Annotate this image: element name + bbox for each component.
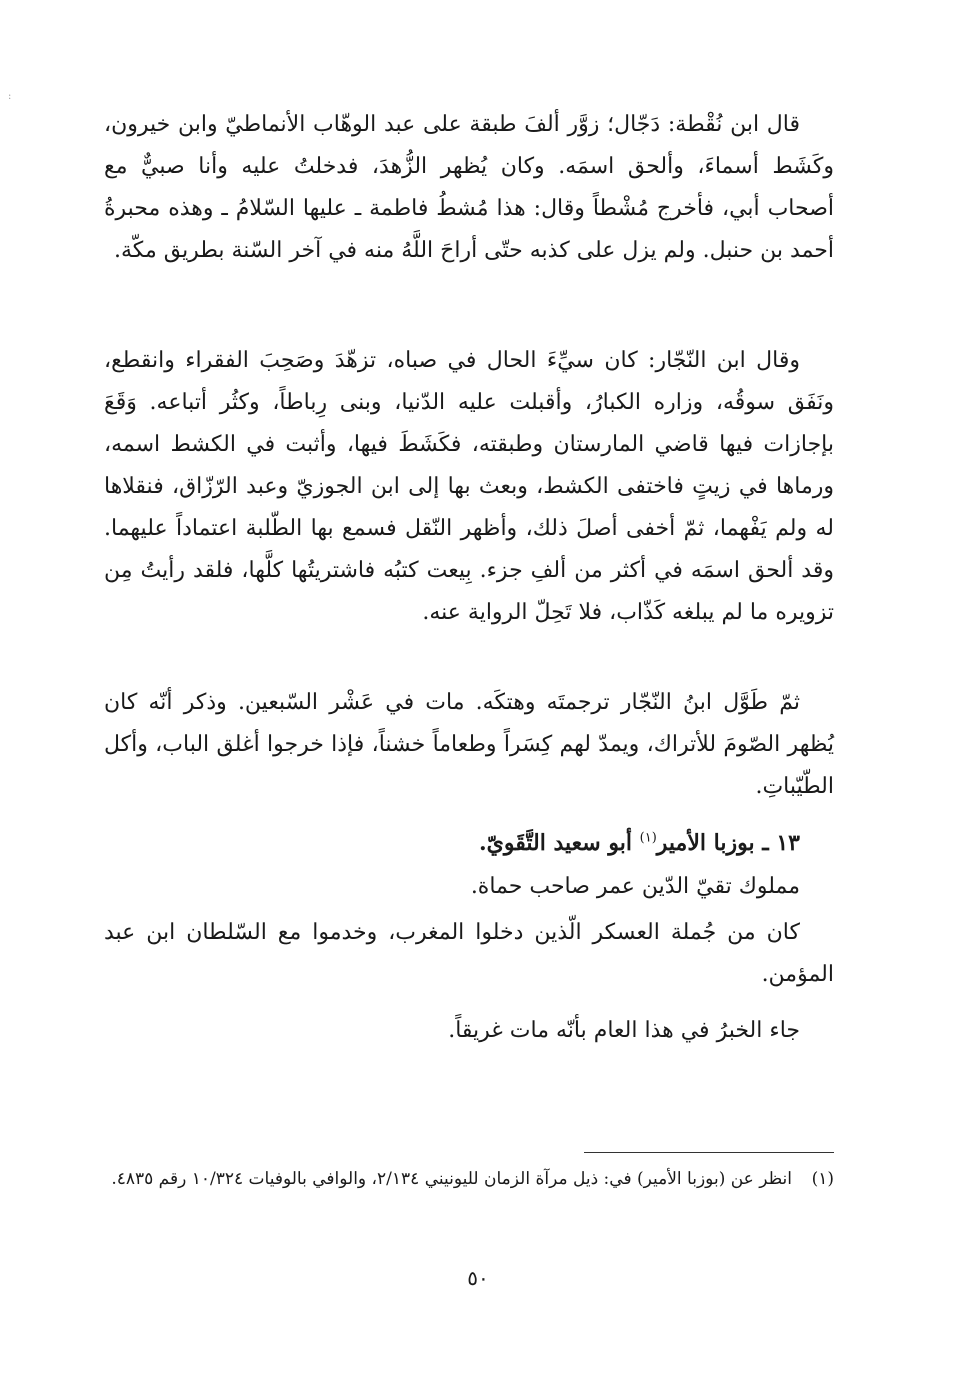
entry-closing-line: جاء الخبرُ في هذا العام بأنّه مات غريقاً. [448,1018,800,1043]
footnote-text: انظر عن (بوزبا الأمير) في: ذيل مرآة الزمان لليونيني ٢/١٣٤، والوافي بالوفيات ١٠/٣٢٤ رقم ٤٨٣٥. [111,1169,792,1189]
entry-heading [104,822,834,864]
paragraph-text: قال ابن نُقْطة: دَجّال؛ زوَّر ألفَ طبقة على عبد الوهّاب الأنماطيّ وابن خيرون، وكَشَط أسماءَ، وألحق اسمَه. وكان يُظهر الزُّهدَ، فدخلتُ عليه وأنا صبيٌّ مع أصحاب أبي، فأخرج مُشْطاً وقال: هذا مُشطُ فاطمة ـ عليها السّلامُ ـ وهذه محبرةُ أحمد بن حنبل. ولم يزل على كذبه حتّى أراحَ اللَّهُ منه في آخر السّنة بطريق مكّة. [104,112,834,263]
entry-body: كان من جُملة العسكر الّذين دخلوا المغرب، وخدموا مع السّلطان ابن عبد المؤمن. [104,920,834,987]
footnote-divider [584,1152,834,1153]
paragraph-ibn-najjar [104,340,834,634]
margin-mark: : [8,91,12,102]
entry-title-suffix: أبو سعيد التَّقَويّ. [478,830,640,856]
page-number: ٥٠ [467,1266,489,1290]
entry-subtitle: مملوك تقيّ الدّين عمر صاحب حماة. [470,874,800,899]
footnote-marker: (١) [811,1169,834,1189]
paragraph-ibn-nuqta [104,104,834,272]
footnote-reference: (١) [639,830,657,846]
paragraph-text: وقال ابن النّجّار: كان سيِّءَ الحال في صباه، تزهّدَ وصَحِبَ الفقراء وانقطع، ونَفَق سوقُه، وزاره الكبارُ، وأقبلت عليه الدّنيا، وبنى رِباطاً، وكثُر أتباعه. وَقَعَ بإجازات فيها قاضي المارستان وطبقته، فكَشَطَ فيها، وأثبت في الكشط اسمه، ورماها في زيتٍ فاختفى الكشط، وبعث بها إلى ابن الجوزيّ وعبد الرّزّاق، فنقلاها له ولم يَفْهما، ثمّ أخفى أصلَ ذلك، وأظهر النّقل فسمع بها الطّلبة اعتماداً عليهما. وقد ألحق اسمَه في أكثر من ألفِ جزء. بِيعت كتبُه فاشتريتُها كلَّها، فلقد رأيتُ مِن تزويره ما لم يبلغه كَذّاب، فلا تَحِلّ الرواية عنه. [104,348,834,625]
entry-title-prefix: ١٣ ـ بوزبا الأمير [656,830,800,856]
paragraph-tawwal [104,682,834,808]
paragraph-text: ثمّ طَوَّل ابنُ النّجّار ترجمتَه وهتكَه. مات في عَشْر السّبعين. وذكر أنّه كان يُظهر الصّومَ للأتراك، ويمدّ لهم كِسَراً وطعاماً خشناً، فإذا خرجوا أغلق الباب، وأكل الطّيّباتِ. [104,690,834,799]
footnote [104,1164,834,1194]
